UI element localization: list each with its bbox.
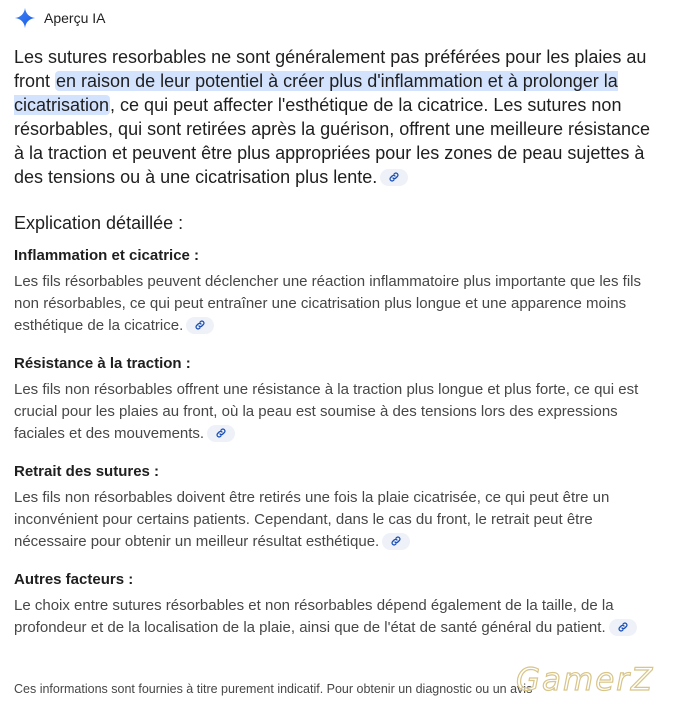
link-icon	[215, 427, 227, 439]
section-text: Les fils non résorbables doivent être retirés une fois la plaie cicatrisée, ce qui peut être un inconvénient pour certains patients. Cependant, dans le cas du front, le retrait peut être nécessaire pour obtenir un meilleur résultat esthétique.	[14, 489, 610, 550]
lead-paragraph	[14, 45, 664, 189]
disclaimer-text: Ces informations sont fournies à titre purement indicatif. Pour obtenir un diagnostic ou un avis	[14, 682, 533, 696]
source-link-button[interactable]	[382, 533, 410, 550]
lead-text-end: , ce qui peut affecter l'esthétique de la cicatrice. Les sutures non résorbables, qui sont retirées après la guérison, offrent une meilleure résistance à la traction et peuvent être plus appropriées pour les zones de peau sujettes à des tensions ou à une cicatrisation plus lente.	[14, 95, 651, 187]
section-body-inflammation	[14, 271, 664, 337]
source-link-button[interactable]	[609, 619, 637, 636]
link-icon	[617, 621, 629, 633]
ai-overview-header	[14, 7, 105, 29]
section-body-resistance	[14, 379, 664, 445]
section-title-retrait: Retrait des sutures :	[14, 463, 160, 480]
section-title-autres: Autres facteurs :	[14, 571, 134, 588]
ai-overview-title: Aperçu IA	[44, 10, 106, 26]
source-link-button[interactable]	[207, 425, 235, 442]
lead-text-start: Les sutures resorbables ne sont généralement pas préférées pour les plaies au front	[14, 47, 647, 91]
section-title-resistance: Résistance à la traction :	[14, 355, 191, 372]
section-text: Les fils non résorbables offrent une résistance à la traction plus longue et plus forte, ce qui est crucial pour les plaies au front, où la peau est soumise à des tensions lors des expressions faciales et des mouvements.	[14, 381, 639, 442]
highlighted-passage[interactable]: en raison de leur potentiel à créer plus d'inflammation et à prolonger la cicatrisation	[14, 71, 618, 115]
link-icon	[390, 535, 402, 547]
section-body-retrait	[14, 487, 664, 553]
link-icon	[388, 171, 400, 183]
gamerz-watermark: GamerZ	[516, 662, 655, 698]
section-body-autres	[14, 595, 664, 639]
source-link-button[interactable]	[186, 317, 214, 334]
explication-heading: Explication détaillée :	[14, 213, 184, 233]
gemini-sparkle-icon	[14, 7, 36, 29]
section-title-inflammation: Inflammation et cicatrice :	[14, 247, 200, 264]
section-text: Le choix entre sutures résorbables et non résorbables dépend également de la taille, de la profondeur et de la localisation de la plaie, ainsi que de l'état de santé général du patient.	[14, 597, 614, 636]
section-text: Les fils résorbables peuvent déclencher une réaction inflammatoire plus importante que les fils non résorbables, ce qui peut entraîner une cicatrisation plus longue et une apparence moins esthétique de la cicatrice.	[14, 273, 642, 334]
source-link-button[interactable]	[380, 169, 408, 186]
link-icon	[194, 319, 206, 331]
